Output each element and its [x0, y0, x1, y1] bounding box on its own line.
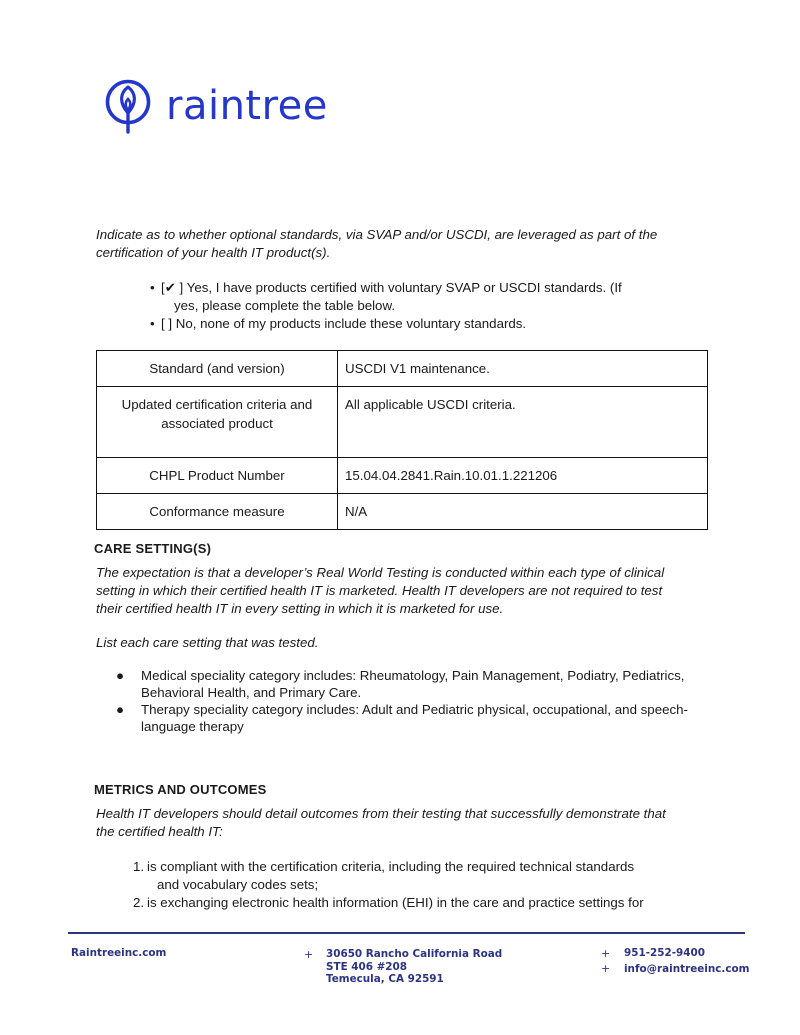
option-yes: [150, 279, 670, 315]
table-value: USCDI V1 maintenance.: [338, 351, 708, 387]
bullet: ●: [116, 668, 125, 683]
table-key: [97, 387, 338, 458]
plus-icon: +: [601, 962, 611, 975]
table-row: [97, 494, 708, 530]
footer-website[interactable]: Raintreeinc.com: [71, 947, 167, 959]
raintree-leaf-icon: [104, 78, 152, 134]
address-line: 30650 Rancho California Road: [326, 948, 503, 960]
option-yes-text-cont: yes, please complete the table below.: [174, 298, 396, 313]
logo-wordmark: raintree: [166, 83, 328, 129]
plus-icon: +: [304, 948, 314, 961]
table-key: Standard (and version): [97, 351, 338, 387]
table-key-text: Updated certification criteria and associated product: [121, 397, 313, 431]
item-number: 1.: [133, 859, 145, 874]
footer-email[interactable]: info@raintreeinc.com: [624, 963, 750, 975]
footer-address: [326, 948, 502, 986]
bullet: •: [150, 316, 155, 331]
footer-divider: [68, 932, 745, 934]
care-settings-list: [116, 667, 706, 735]
raintree-logo: [104, 78, 328, 134]
metrics-list: [133, 858, 693, 912]
list-item-text: is exchanging electronic health information (EHI) in the care and practice settings for: [147, 895, 644, 910]
table-row: [97, 387, 708, 458]
option-no: [150, 315, 670, 333]
care-setting-heading: CARE SETTING(S): [94, 541, 212, 556]
address-line: Temecula, CA 92591: [326, 973, 444, 985]
list-item-text-cont: and vocabulary codes sets;: [157, 877, 319, 892]
care-expectation: The expectation is that a developer’s Real World Testing is conducted within each type of clinical setting in which their certified health IT is marketed. Health IT developers are not required to test their certified health IT in every setting in which it is marketed for use.: [96, 565, 665, 616]
table-row: [97, 351, 708, 387]
standards-table: [96, 350, 708, 530]
list-item-text: Therapy speciality category includes: Adult and Pediatric physical, occupational, and speech-language therapy: [141, 702, 688, 734]
care-list-intro: List each care setting that was tested.: [96, 635, 319, 650]
table-value: N/A: [338, 494, 708, 530]
list-item: [116, 701, 706, 735]
address-line: STE 406 #208: [326, 960, 407, 973]
list-item: [133, 894, 693, 912]
option-no-text: [ ] No, none of my products include these voluntary standards.: [161, 316, 527, 331]
svap-options: [150, 279, 670, 333]
table-key: CHPL Product Number: [97, 458, 338, 494]
bullet: •: [150, 280, 155, 295]
list-item-text: Medical speciality category includes: Rheumatology, Pain Management, Podiatry, Pediatrics, Behavioral Health, and Primary Care.: [141, 668, 685, 700]
svap-question: Indicate as to whether optional standards, via SVAP and/or USCDI, are leveraged as part of the certification of your health IT product(s).: [96, 227, 658, 260]
table-value: 15.04.04.2841.Rain.10.01.1.221206: [338, 458, 708, 494]
footer-phone[interactable]: 951-252-9400: [624, 947, 705, 959]
metrics-heading: METRICS AND OUTCOMES: [94, 782, 267, 797]
list-item: [116, 667, 706, 701]
item-number: 2.: [133, 895, 145, 910]
metrics-intro: Health IT developers should detail outcomes from their testing that successfully demonstrate that the certified health IT:: [96, 806, 666, 839]
table-row: [97, 458, 708, 494]
bullet: ●: [116, 702, 125, 717]
option-yes-text: [✔ ] Yes, I have products certified with voluntary SVAP or USCDI standards. (If: [161, 280, 622, 295]
table-value: All applicable USCDI criteria.: [338, 387, 708, 458]
table-key: Conformance measure: [97, 494, 338, 530]
plus-icon: +: [601, 947, 611, 960]
list-item: [133, 858, 693, 894]
list-item-text: is compliant with the certification criteria, including the required technical standards: [147, 859, 635, 874]
